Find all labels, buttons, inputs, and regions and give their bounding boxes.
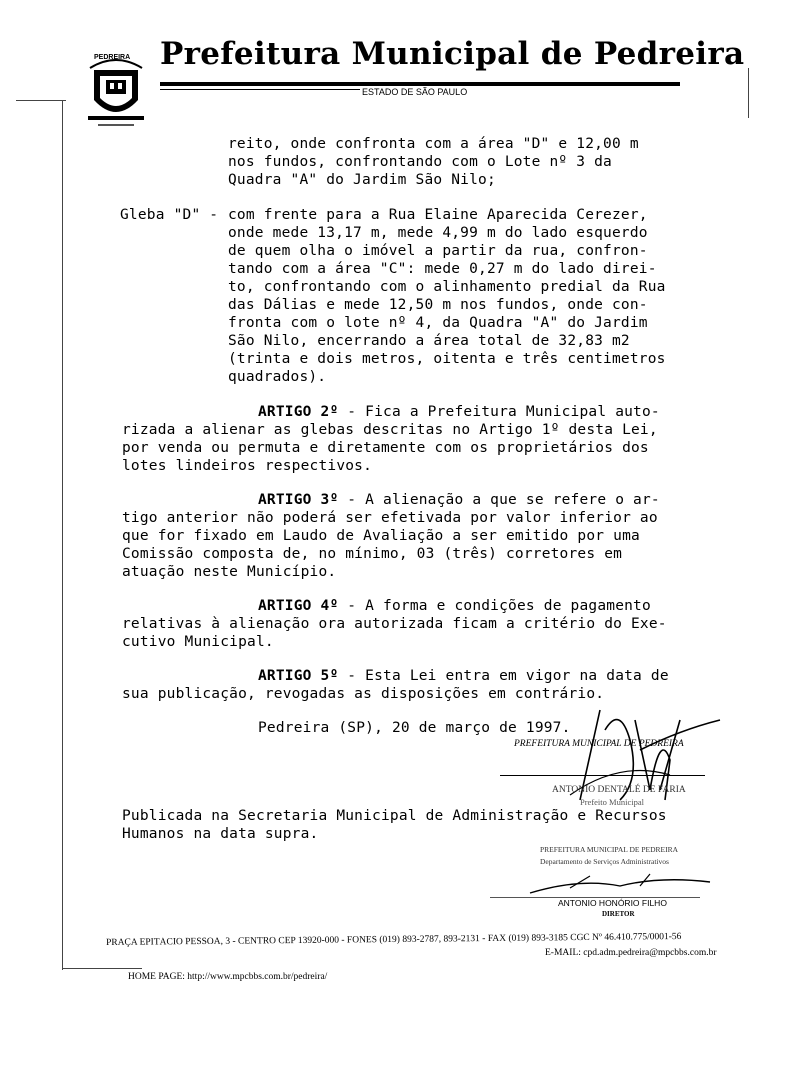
seal-text: PEDREIRA (94, 54, 131, 61)
city-seal (80, 50, 152, 130)
text-line: São Nilo, encerrando a área total de 32,83 m2 (228, 333, 630, 349)
text-line: (trinta e dois metros, oitenta e três centimetros (228, 351, 666, 367)
article-4-label: ARTIGO 4º (258, 598, 339, 614)
article-3-first-line (258, 492, 660, 508)
text-line: com frente para a Rua Elaine Aparecida Cerezer, (228, 207, 648, 223)
director-handwritten-signature (520, 868, 720, 898)
article-4-first-line (258, 598, 651, 614)
footer-home-page: HOME PAGE: http://www.mpcbbs.com.br/pedreira/ (128, 972, 328, 982)
article-5-label: ARTIGO 5º (258, 668, 339, 684)
text-line: sua publicação, revogadas as disposições em contrário. (122, 686, 605, 702)
mayor-signature-rule (500, 775, 705, 776)
text-line: atuação neste Município. (122, 564, 337, 580)
header-state: ESTADO DE SÃO PAULO (362, 87, 468, 97)
date-line: Pedreira (SP), 20 de março de 1997. (258, 720, 571, 736)
frame-bottom (62, 968, 142, 969)
footer-address: PRAÇA EPITÁCIO PESSOA, 3 - CENTRO CEP 13920-000 - FONES (019) 893-2787, 893-2131 - FAX (019) 893-3185 CGC Nº 46.410.775/0001-56 (106, 931, 682, 948)
text-line: Quadra "A" do Jardim São Nilo; (228, 172, 496, 188)
article-5-first-line (258, 668, 669, 684)
text-span: - Esta Lei entra em vigor na data de (338, 668, 669, 684)
text-line: por venda ou permuta e diretamente com os proprietários dos (122, 440, 649, 456)
text-line: onde mede 13,17 m, mede 4,99 m do lado esquerdo (228, 225, 648, 241)
director-stamp-line1: PREFEITURA MUNICIPAL DE PEDREIRA (540, 845, 678, 854)
text-line: que for fixado em Laudo de Avaliação a ser emitido por uma (122, 528, 640, 544)
text-line: quadrados). (228, 369, 327, 385)
text-span: - A forma e condições de pagamento (338, 598, 651, 614)
text-line: de quem olha o imóvel a partir da rua, confron- (228, 243, 648, 259)
text-line: relativas à alienação ora autorizada ficam a critério do Exe- (122, 616, 667, 632)
director-name: ANTONIO HONÓRIO FILHO (558, 898, 667, 908)
text-span: - A alienação a que se refere o ar- (338, 492, 660, 508)
header-rule-thick (160, 82, 680, 86)
article-3-label: ARTIGO 3º (258, 492, 339, 508)
frame-right (748, 68, 749, 118)
text-line: rizada a alienar as glebas descritas no Artigo 1º desta Lei, (122, 422, 658, 438)
text-line: cutivo Municipal. (122, 634, 274, 650)
mayor-stamp: PREFEITURA MUNICIPAL DE PEDREIRA (514, 739, 684, 749)
header-rule-thin (160, 89, 360, 90)
text-line: tando com a área "C": mede 0,27 m do lado direi- (228, 261, 657, 277)
frame-left-tick (16, 100, 66, 101)
text-line: nos fundos, confrontando com o Lote nº 3 da (228, 154, 612, 170)
article-2-first-line (258, 404, 660, 420)
text-line: Publicada na Secretaria Municipal de Administração e Recursos (122, 808, 667, 824)
text-line: das Dálias e mede 12,50 m nos fundos, onde con- (228, 297, 648, 313)
text-line: fronta com o lote nº 4, da Quadra "A" do Jardim (228, 315, 648, 331)
text-line: to, confrontando com o alinhamento predial da Rua (228, 279, 666, 295)
mayor-name: ANTONIO DENTALÉ DE FARIA (552, 785, 686, 795)
mayor-role: Prefeito Municipal (580, 797, 644, 807)
article-2-label: ARTIGO 2º (258, 404, 339, 420)
director-role: DIRETOR (602, 910, 635, 918)
text-span: - Fica a Prefeitura Municipal auto- (338, 404, 660, 420)
text-line: lotes lindeiros respectivos. (122, 458, 373, 474)
text-line: Comissão composta de, no mínimo, 03 (três) corretores em (122, 546, 623, 562)
text-line: Humanos na data supra. (122, 826, 319, 842)
gleba-d-label: Gleba "D" - (120, 207, 219, 223)
text-line: reito, onde confronta com a área "D" e 12,00 m (228, 136, 639, 152)
frame-left (62, 100, 63, 970)
text-line: tigo anterior não poderá ser efetivada por valor inferior ao (122, 510, 658, 526)
footer-email: E-MAIL: cpd.adm.pedreira@mpcbbs.com.br (545, 948, 717, 958)
director-stamp-line2: Departamento de Serviços Administrativos (540, 857, 669, 866)
header-title: Prefeitura Municipal de Pedreira (160, 36, 745, 72)
